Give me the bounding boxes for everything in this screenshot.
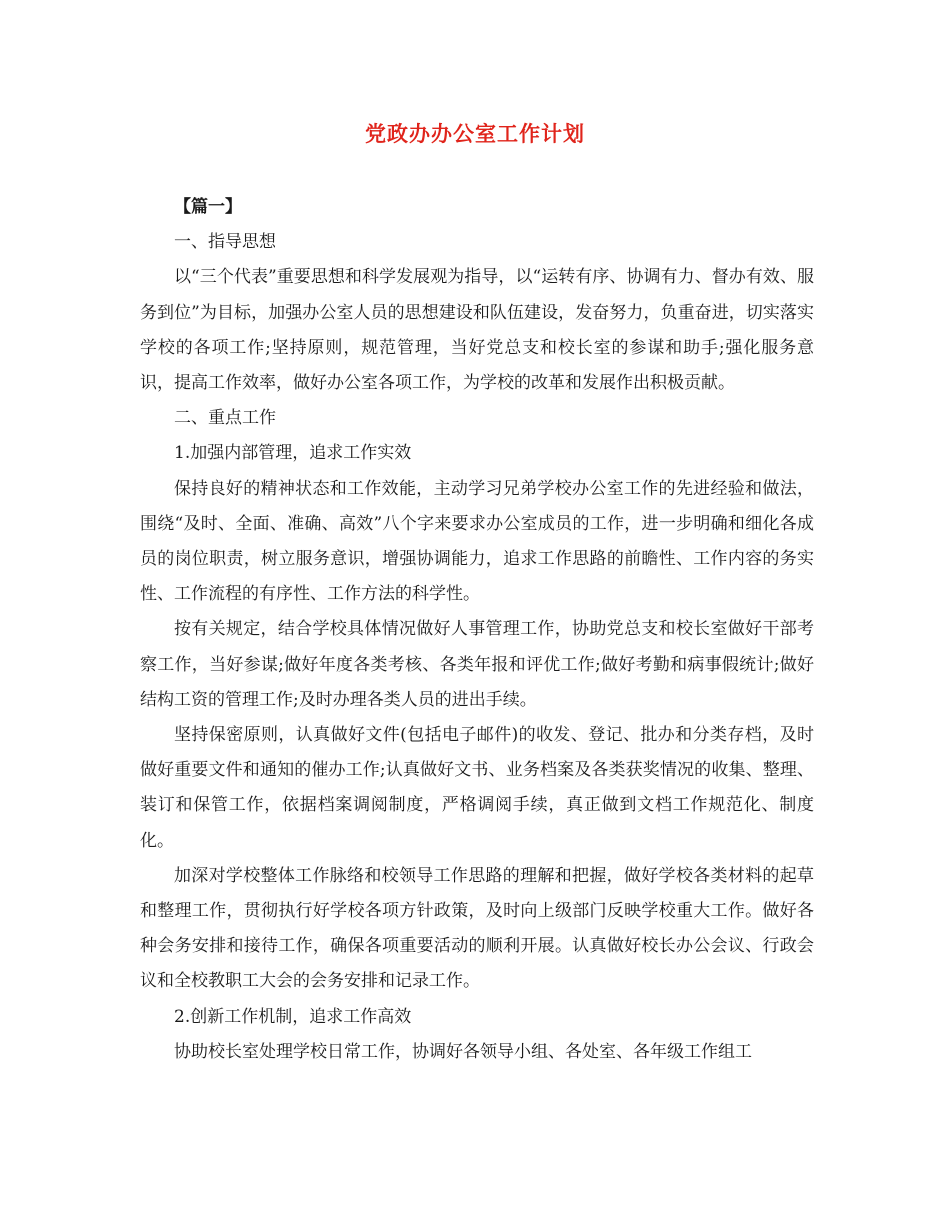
subheading-innovation: 2.创新工作机制，追求工作高效 bbox=[174, 1006, 412, 1027]
document-body bbox=[140, 190, 814, 1070]
heading-guiding-ideology: 一、指导思想 bbox=[174, 232, 276, 253]
paragraph-personnel-management: 按有关规定，结合学校具体情况做好人事管理工作，协助党总支和校长室做好干部考察工作，当好参谋;做好年度各类考核、各类年报和评优工作;做好考勤和病事假统计;做好结构工资的管理工作;及时办理各类人员的进出手续。 bbox=[140, 619, 814, 710]
paragraph-overall-work: 加深对学校整体工作脉络和校领导工作思路的理解和把握，做好学校各类材料的起草和整理工作，贯彻执行好学校各项方针政策，及时向上级部门反映学校重大工作。做好各种会务安排和接待工作，确保各项重要活动的顺利开展。认真做好校长办公会议、行政会议和全校教职工大会的会务安排和记录工作。 bbox=[140, 865, 814, 992]
paragraph-guiding-ideology: 以“三个代表”重要思想和科学发展观为指导，以“运转有序、协调有力、督办有效、服务到位”为目标，加强办公室人员的思想建设和队伍建设，发奋努力，负重奋进，切实落实学校的各项工作;坚持原则，规范管理，当好党总支和校长室的参谋和助手;强化服务意识，提高工作效率，做好办公室各项工作，为学校的改革和发展作出积极贡献。 bbox=[140, 267, 814, 394]
section-label: 【篇一】 bbox=[174, 197, 242, 217]
document-title: 党政办办公室工作计划 bbox=[365, 121, 585, 146]
paragraph-confidentiality: 坚持保密原则，认真做好文件(包括电子邮件)的收发、登记、批办和分类存档，及时做好重要文件和通知的催办工作;认真做好文书、业务档案及各类获奖情况的收集、整理、装订和保管工作，依据档案调阅制度，严格调阅手续，真正做到文档工作规范化、制度化。 bbox=[140, 725, 814, 851]
subheading-internal-management: 1.加强内部管理，追求工作实效 bbox=[174, 443, 412, 464]
paragraph-daily-work: 协助校长室处理学校日常工作，协调好各领导小组、各处室、各年级工作组工 bbox=[174, 1041, 752, 1062]
heading-key-work: 二、重点工作 bbox=[174, 408, 276, 429]
paragraph-work-efficiency: 保持良好的精神状态和工作效能，主动学习兄弟学校办公室工作的先进经验和做法，围绕“及时、全面、准确、高效”八个字来要求办公室成员的工作，进一步明确和细化各成员的岗位职责，树立服务意识，增强协调能力，追求工作思路的前瞻性、工作内容的务实性、工作流程的有序性、工作方法的科学性。 bbox=[140, 478, 814, 605]
